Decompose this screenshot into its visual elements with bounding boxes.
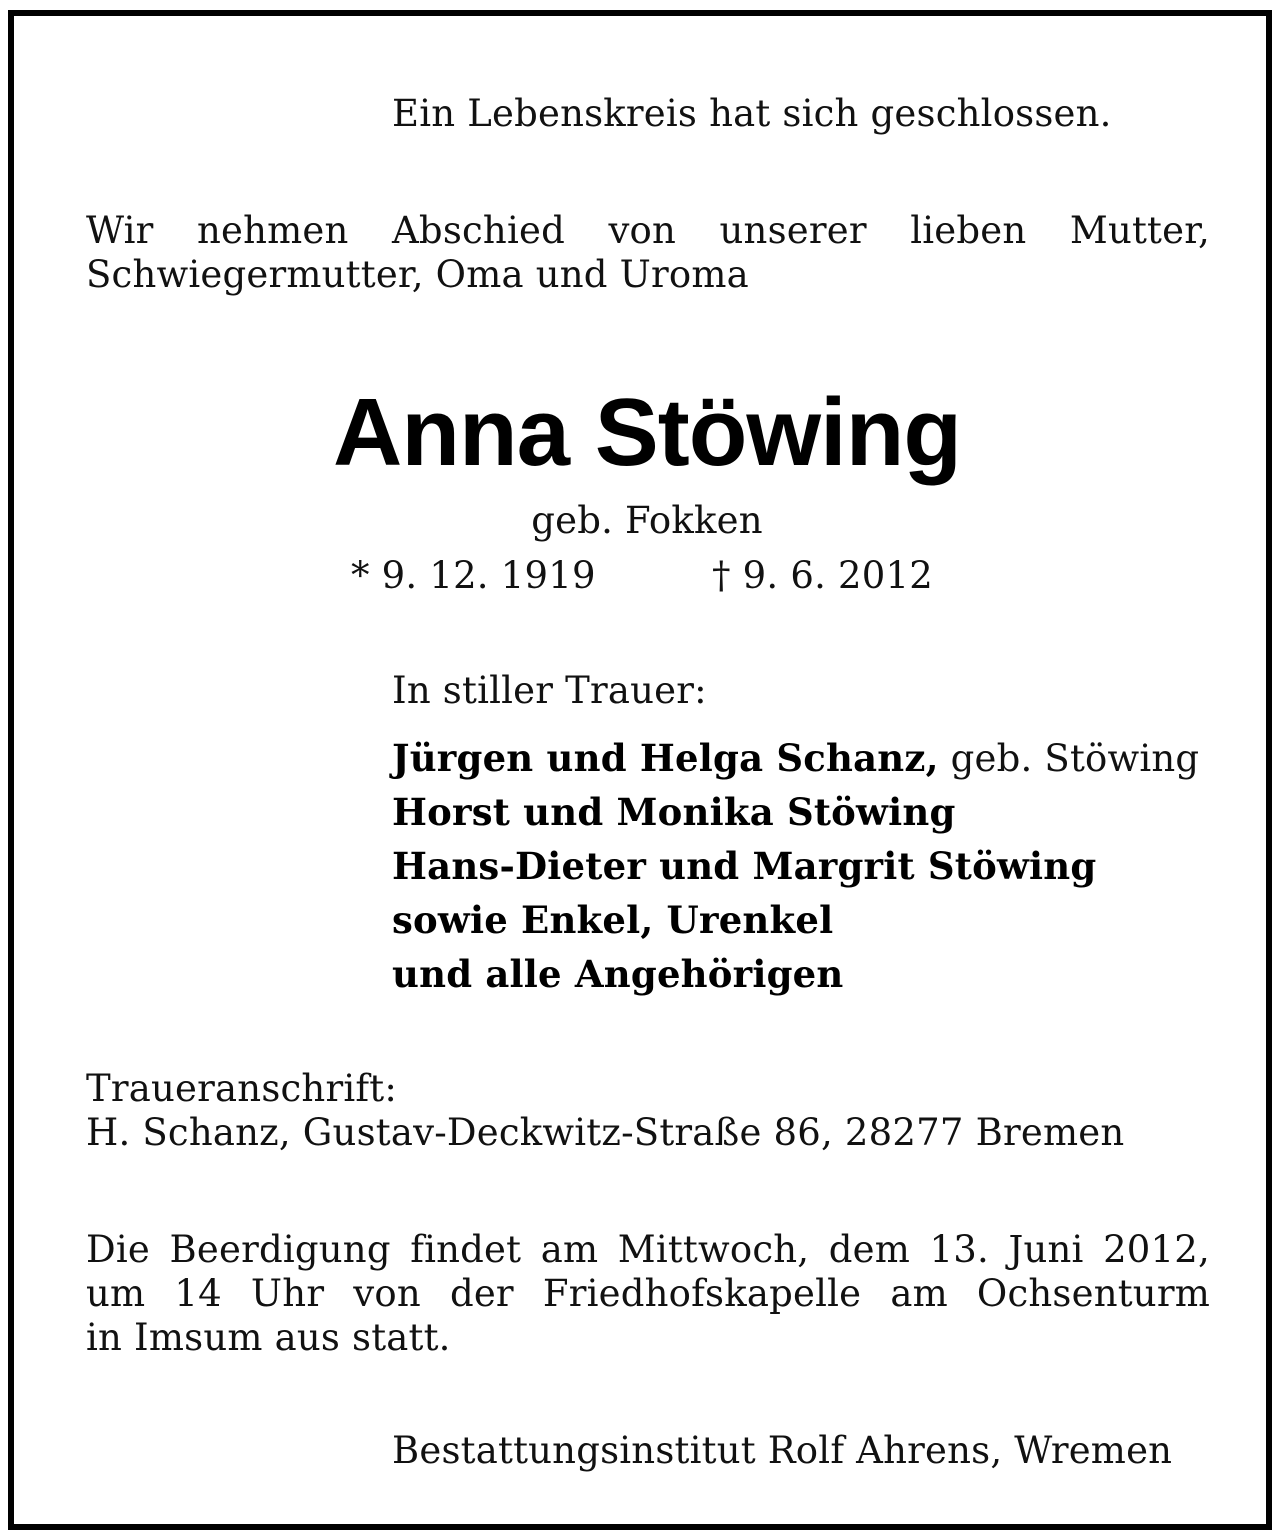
- mourner-row: [392, 947, 1199, 1001]
- mourner-row: [392, 839, 1199, 893]
- mourner-name: Hans-Dieter und Margrit Stöwing: [392, 844, 1097, 888]
- mourners-list: [392, 731, 1199, 1001]
- mourner-name: Horst und Monika Stöwing: [392, 790, 956, 834]
- mourning-label: In stiller Trauer:: [392, 669, 707, 712]
- motto: Ein Lebenskreis hat sich geschlossen.: [392, 92, 1112, 135]
- funeral-line-1: Die Beerdigung findet am Mittwoch, dem 13. Juni 2012,: [86, 1228, 1210, 1271]
- funeral-info: [86, 1228, 1210, 1360]
- farewell-line-1: Wir nehmen Abschied von unserer lieben Mutter,: [86, 209, 1210, 252]
- mourner-row: [392, 731, 1199, 785]
- mourner-row: [392, 893, 1199, 947]
- mourner-name: und alle Angehörigen: [392, 952, 844, 996]
- maiden-name: geb. Fokken: [531, 499, 763, 542]
- funeral-line-3: in Imsum aus statt.: [86, 1316, 451, 1359]
- address-label: Traueranschrift:: [86, 1067, 398, 1110]
- mourner-note: geb. Stöwing: [938, 737, 1200, 780]
- undertaker: Bestattungsinstitut Rolf Ahrens, Wremen: [392, 1429, 1173, 1472]
- address-line: H. Schanz, Gustav-Deckwitz-Straße 86, 28277 Bremen: [86, 1111, 1125, 1154]
- mourner-name: Jürgen und Helga Schanz,: [392, 736, 939, 780]
- farewell-line-2: Schwiegermutter, Oma und Uroma: [86, 253, 749, 296]
- farewell-text: [86, 209, 1210, 297]
- funeral-line-2: um 14 Uhr von der Friedhofskapelle am Ochsenturm: [86, 1272, 1210, 1315]
- mourner-row: [392, 785, 1199, 839]
- deceased-name: Anna Stöwing: [333, 379, 961, 486]
- mourning-address: [86, 1067, 1124, 1155]
- birth-date: * 9. 12. 1919: [351, 554, 596, 597]
- mourner-name: sowie Enkel, Urenkel: [392, 898, 834, 942]
- death-date: † 9. 6. 2012: [712, 554, 933, 597]
- obituary-notice: [8, 10, 1272, 1530]
